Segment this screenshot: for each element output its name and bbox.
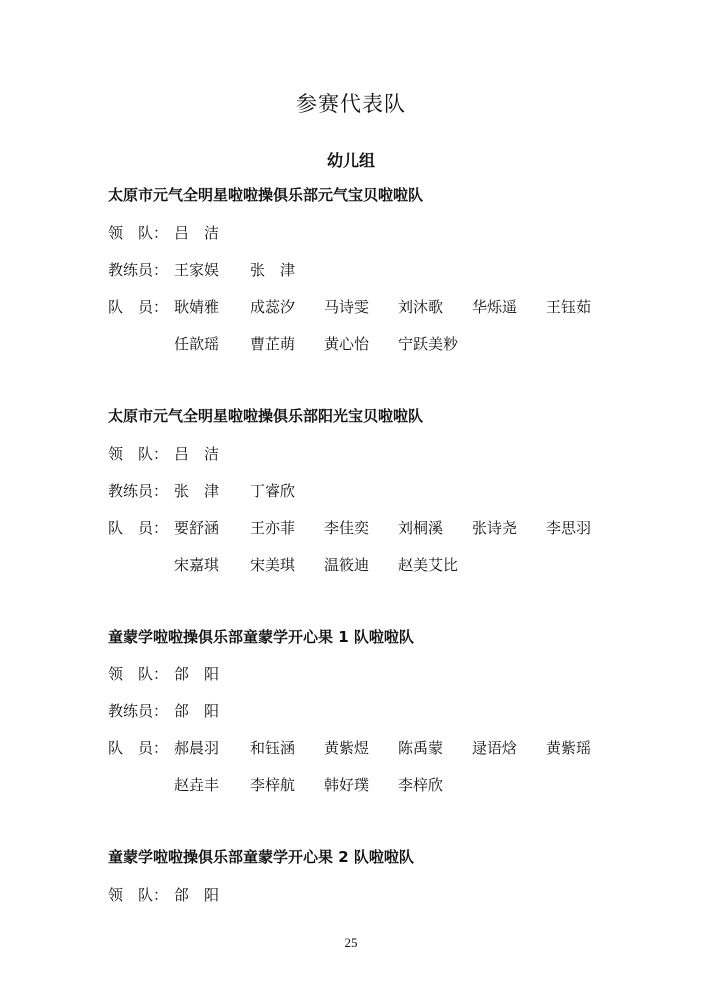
coach-label: 教练员： xyxy=(108,482,169,500)
leader-name: 吕 洁 xyxy=(174,445,220,463)
member-name: 李佳奕 xyxy=(324,519,370,537)
member-name: 逯语焓 xyxy=(472,739,518,757)
members-label: 队 员： xyxy=(108,739,169,757)
coach-name: 丁睿欣 xyxy=(250,482,296,500)
page-title: 参赛代表队 xyxy=(296,92,406,116)
member-name: 任歆瑶 xyxy=(174,335,220,353)
member-name: 赵美艾比 xyxy=(398,556,459,574)
member-name: 和钰涵 xyxy=(250,739,296,757)
members-label: 队 员： xyxy=(108,519,169,537)
leader-label: 领 队： xyxy=(108,886,169,904)
member-name: 李梓欣 xyxy=(398,776,444,794)
member-name: 黄紫煜 xyxy=(324,739,370,757)
member-name: 华烁遥 xyxy=(472,298,518,316)
coach-name: 郃 阳 xyxy=(174,702,220,720)
member-name: 李梓航 xyxy=(250,776,296,794)
member-name: 马诗雯 xyxy=(324,298,370,316)
member-name: 张诗尧 xyxy=(472,519,518,537)
member-name: 刘桐溪 xyxy=(398,519,444,537)
members-label: 队 员： xyxy=(108,298,169,316)
coach-label: 教练员： xyxy=(108,261,169,279)
coach-name: 张 津 xyxy=(250,261,296,279)
member-name: 韩好璞 xyxy=(324,776,370,794)
group-title: 幼儿组 xyxy=(326,151,375,170)
leader-label: 领 队： xyxy=(108,665,169,683)
leader-name: 郃 阳 xyxy=(174,886,220,904)
member-name: 郝晨羽 xyxy=(174,739,220,757)
team-name: 太原市元气全明星啦啦操俱乐部阳光宝贝啦啦队 xyxy=(108,407,424,425)
leader-label: 领 队： xyxy=(108,224,169,242)
member-name: 王钰茹 xyxy=(546,298,592,316)
member-name: 温筱迪 xyxy=(324,556,370,574)
member-name: 陈禹蒙 xyxy=(398,739,444,757)
member-name: 曹芷萌 xyxy=(250,335,296,353)
coach-name: 张 津 xyxy=(174,482,220,500)
leader-name: 郃 阳 xyxy=(174,665,220,683)
member-name: 宋美琪 xyxy=(250,556,296,574)
member-name: 宋嘉琪 xyxy=(174,556,220,574)
leader-name: 吕 洁 xyxy=(174,224,220,242)
page-number: 25 xyxy=(344,935,358,950)
member-name: 黄心怡 xyxy=(324,335,370,353)
member-name: 李思羽 xyxy=(546,519,592,537)
member-name: 耿婧雅 xyxy=(174,298,220,316)
team-name: 太原市元气全明星啦啦操俱乐部元气宝贝啦啦队 xyxy=(108,186,424,204)
member-name: 宁跃美粆 xyxy=(398,335,459,353)
leader-label: 领 队： xyxy=(108,445,169,463)
member-name: 王亦菲 xyxy=(250,519,296,537)
coach-label: 教练员： xyxy=(108,702,169,720)
coach-name: 王家娱 xyxy=(174,261,220,279)
member-name: 赵垚丰 xyxy=(174,776,220,794)
member-name: 黄紫瑶 xyxy=(546,739,592,757)
team-name: 童蒙学啦啦操俱乐部童蒙学开心果 2 队啦啦队 xyxy=(108,848,414,866)
team-name: 童蒙学啦啦操俱乐部童蒙学开心果 1 队啦啦队 xyxy=(108,628,414,646)
member-name: 要舒涵 xyxy=(174,519,220,537)
member-name: 刘沐歌 xyxy=(398,298,444,316)
member-name: 成蕊汐 xyxy=(250,298,296,316)
